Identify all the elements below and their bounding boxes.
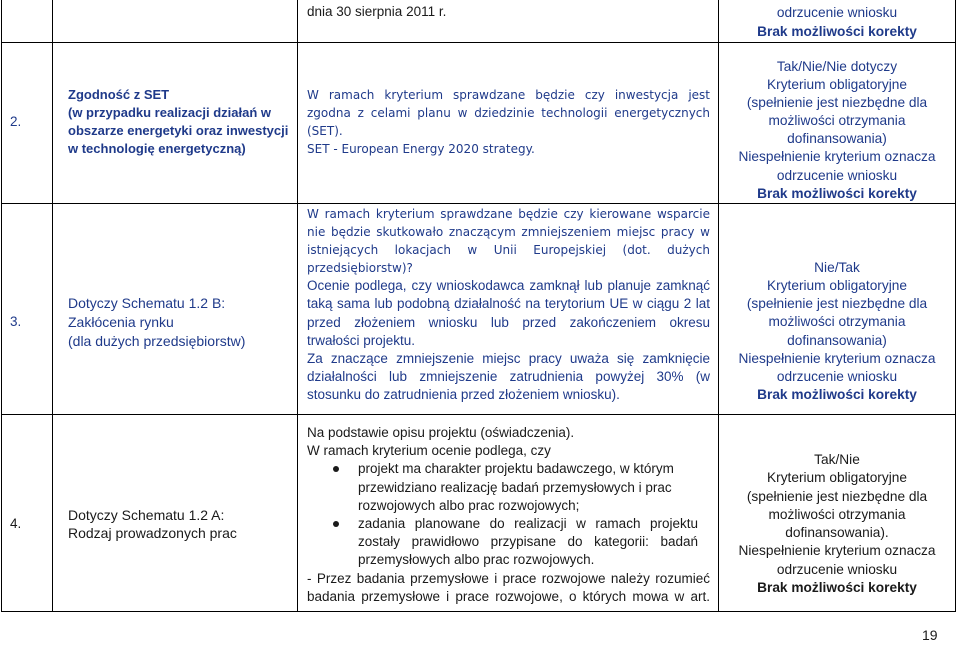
description-line: Na podstawie opisu projektu (oświadczenia).: [307, 425, 575, 440]
assessment-line: odrzucenie wniosku: [776, 167, 898, 183]
assessment-line: Kryterium obligatoryjne: [767, 77, 907, 93]
description-cell: [307, 86, 710, 158]
table-rule-vertical: [297, 0, 298, 612]
description-line: rozwojowych albo prac rozwojowych;: [358, 497, 580, 513]
assessment-cell: [719, 451, 955, 597]
assessment-no-correction: Brak możliwości korekty: [757, 185, 917, 201]
assessment-line: możliwości otrzymania: [768, 506, 906, 522]
assessment-line: Niespełnienie kryterium oznacza: [738, 149, 936, 165]
criterion-name-line: (dla dużych przedsiębiorstw): [68, 332, 246, 349]
assessment-cell: [719, 58, 955, 203]
description-line: (SET).: [307, 124, 343, 138]
list-item: [307, 515, 710, 570]
description-line: projekt ma charakter projektu badawczego, w którym: [358, 461, 674, 477]
assessment-result: Tak/Nie/Nie dotyczy: [776, 59, 898, 74]
description-paragraph: [307, 205, 710, 277]
assessment-result: Nie/Tak: [814, 260, 860, 275]
description-line: - Przez badania przemysłowe i prace rozwojowe należy rozumieć: [307, 570, 710, 586]
description-line: istniejących lokacjach w Unii Europejskiej (dot. dużych: [307, 243, 710, 258]
criterion-name-cell: [68, 506, 237, 542]
assessment-line: Niespełnienie kryterium oznacza: [738, 350, 936, 366]
description-line: przemysłowych albo prac rozwojowych.: [358, 552, 595, 568]
description-line: działalności lub zmniejszenie zatrudnienia powyżej 30% (w: [307, 368, 710, 384]
criterion-name-line: obszarze energetyki oraz inwestycji: [68, 123, 289, 138]
criterion-name-line: Zgodność z SET: [68, 87, 170, 102]
description-line: Ocenie podlega, czy wnioskodawca zamknął lub planuje zamknąć: [307, 278, 710, 294]
description-line: W ramach kryterium sprawdzane będzie czy inwestycja jest: [307, 88, 710, 102]
assessment-line: odrzucenie wniosku: [776, 368, 898, 384]
assessment-no-correction: Brak możliwości korekty: [757, 386, 917, 402]
description-line: zgodna z celami planu w dziedzinie technologii energetycznych: [307, 106, 710, 120]
criterion-name-line: Dotyczy Schematu 1.2 B:: [68, 294, 226, 311]
criterion-name-cell: [68, 294, 245, 351]
description-line: W ramach kryterium sprawdzane będzie czy kierowane wsparcie: [307, 207, 710, 221]
assessment-line: odrzucenie wniosku: [776, 4, 898, 20]
description-line: badania przemysłowe i prace rozwojowe, o których mowa w art.: [307, 588, 710, 604]
assessment-line: możliwości otrzymania: [768, 314, 906, 330]
description-paragraph: [307, 350, 710, 404]
description-line: taką sama lub podobną działalność na terytorium UE w ciągu 2 lat: [307, 296, 710, 312]
assessment-line: dofinansowania): [787, 332, 887, 348]
description-cell: [307, 424, 710, 606]
description-line: Za znaczące zmniejszenie miejsc pracy uważa się zamknięcie: [307, 350, 710, 366]
assessment-cell: [719, 3, 955, 41]
bullet-icon: [333, 521, 339, 527]
table-rule-vertical: [1, 0, 2, 612]
table-rule-horizontal: [1, 611, 956, 612]
assessment-line: dofinansowania): [787, 131, 887, 147]
criterion-number: 4.: [10, 516, 22, 531]
list-item: [307, 460, 710, 515]
description-line: W ramach kryterium ocenie podlega, czy: [307, 443, 551, 459]
criterion-number: 3.: [10, 314, 22, 329]
assessment-no-correction: Brak możliwości korekty: [757, 23, 917, 39]
assessment-line: (spełnienie jest niezbędne dla: [746, 95, 928, 111]
table-rule-horizontal: [1, 203, 956, 204]
criterion-name-line: w technologię energetyczną): [68, 141, 246, 156]
table-rule-horizontal: [1, 414, 956, 415]
assessment-line: możliwości otrzymania: [768, 113, 906, 129]
description-line: przedsiębiorstw)?: [307, 261, 413, 276]
criterion-name-line: Dotyczy Schematu 1.2 A:: [68, 507, 225, 523]
table-rule-vertical: [955, 0, 956, 612]
description-line: trwałości projektu.: [307, 332, 416, 348]
bullet-icon: [333, 466, 339, 472]
assessment-line: (spełnienie jest niezbędne dla: [746, 488, 928, 504]
criterion-name-line: Rodzaj prowadzonych prac: [68, 525, 237, 541]
assessment-result: Tak/Nie: [814, 452, 860, 467]
description-line: stosunku do zatrudnienia przed złożeniem wniosku).: [307, 386, 620, 402]
table-rule-vertical: [52, 0, 53, 612]
description-line: zostały prawidłowo przypisane do kategorii: badań: [358, 534, 698, 550]
assessment-line: Niespełnienie kryterium oznacza: [738, 543, 936, 559]
description-line: przewidziano realizację badań przemysłowych i prac: [358, 479, 672, 495]
assessment-no-correction: Brak możliwości korekty: [757, 580, 917, 596]
assessment-line: Kryterium obligatoryjne: [767, 278, 907, 294]
description-line: nie będzie skutkowało znaczącym zmniejszeniem miejsc pracy w: [307, 225, 710, 240]
assessment-cell: [719, 259, 955, 404]
description-cell: [307, 205, 710, 404]
criterion-name-cell: [68, 86, 288, 158]
criterion-name-line: Zakłócenia rynku: [68, 313, 174, 330]
page-number: 19: [922, 627, 938, 643]
date-note-cell: [307, 3, 710, 21]
assessment-line: dofinansowania).: [785, 525, 889, 541]
assessment-line: odrzucenie wniosku: [776, 561, 898, 577]
description-paragraph: [307, 277, 710, 349]
date-note: dnia 30 sierpnia 2011 r.: [307, 4, 447, 19]
description-line: zadania planowane do realizacji w ramach projektu: [358, 516, 698, 532]
description-line: przed złożeniem wniosku lub przed zakończeniem okresu: [307, 314, 710, 330]
criterion-number: 2.: [10, 114, 22, 129]
criterion-name-line: (w przypadku realizacji działań w: [68, 105, 272, 120]
table-rule-horizontal: [1, 42, 956, 43]
description-line: SET - European Energy 2020 strategy.: [307, 142, 535, 156]
assessment-line: (spełnienie jest niezbędne dla: [746, 296, 928, 312]
assessment-line: Kryterium obligatoryjne: [767, 470, 907, 486]
